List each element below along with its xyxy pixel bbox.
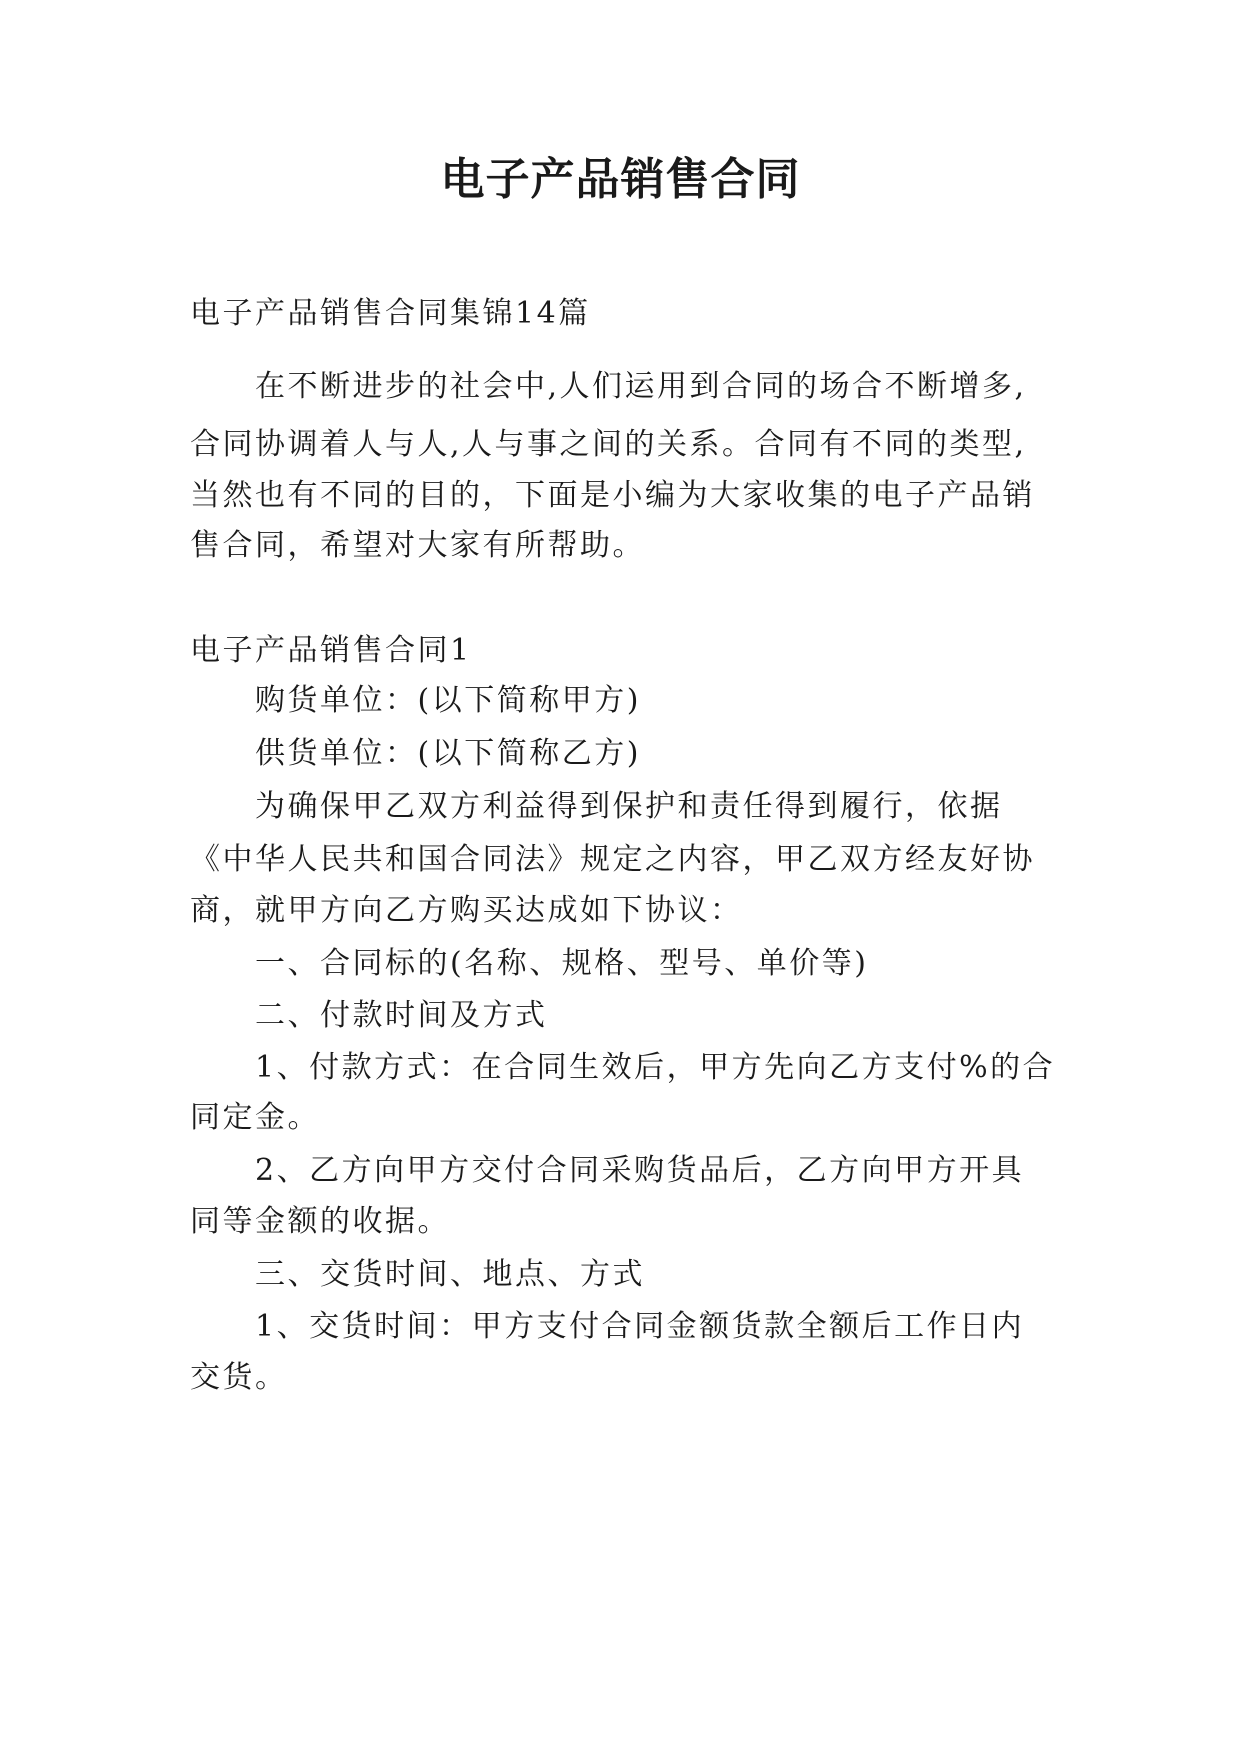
clause-3-heading: 三、交货时间、地点、方式	[255, 1257, 645, 1292]
document-title: 电子产品销售合同	[440, 154, 801, 205]
intro-line-2: 合同协调着人与人,人与事之间的关系。合同有不同的类型,	[190, 427, 1027, 462]
preamble-line-1: 为确保甲乙双方利益得到保护和责任得到履行，依据	[255, 789, 1003, 824]
intro-line-1: 在不断进步的社会中,人们运用到合同的场合不断增多,	[255, 369, 1027, 404]
clause-3-item-1-line-2: 交货。	[190, 1360, 288, 1395]
document-subtitle: 电子产品销售合同集锦14篇	[190, 296, 591, 331]
preamble-line-2: 《中华人民共和国合同法》规定之内容，甲乙双方经友好协	[190, 842, 1035, 877]
clause-1-heading: 一、合同标的(名称、规格、型号、单价等)	[255, 946, 869, 981]
intro-line-3: 当然也有不同的目的，下面是小编为大家收集的电子产品销	[190, 478, 1035, 513]
buyer-line: 购货单位：(以下简称甲方)	[255, 683, 641, 718]
intro-line-4: 售合同，希望对大家有所帮助。	[190, 528, 645, 563]
clause-2-item-2-line-2: 同等金额的收据。	[190, 1204, 450, 1239]
section-heading: 电子产品销售合同1	[190, 633, 472, 668]
preamble-line-3: 商，就甲方向乙方购买达成如下协议：	[190, 893, 743, 928]
clause-2-item-1-line-2: 同定金。	[190, 1100, 320, 1135]
clause-2-item-2-line-1: 2、乙方向甲方交付合同采购货品后，乙方向甲方开具	[255, 1153, 1025, 1188]
clause-2-heading: 二、付款时间及方式	[255, 998, 548, 1033]
clause-2-item-1-line-1: 1、付款方式：在合同生效后，甲方先向乙方支付%的合	[255, 1050, 1056, 1085]
clause-3-item-1-line-1: 1、交货时间：甲方支付合同金额货款全额后工作日内	[255, 1309, 1025, 1344]
seller-line: 供货单位：(以下简称乙方)	[255, 736, 641, 771]
